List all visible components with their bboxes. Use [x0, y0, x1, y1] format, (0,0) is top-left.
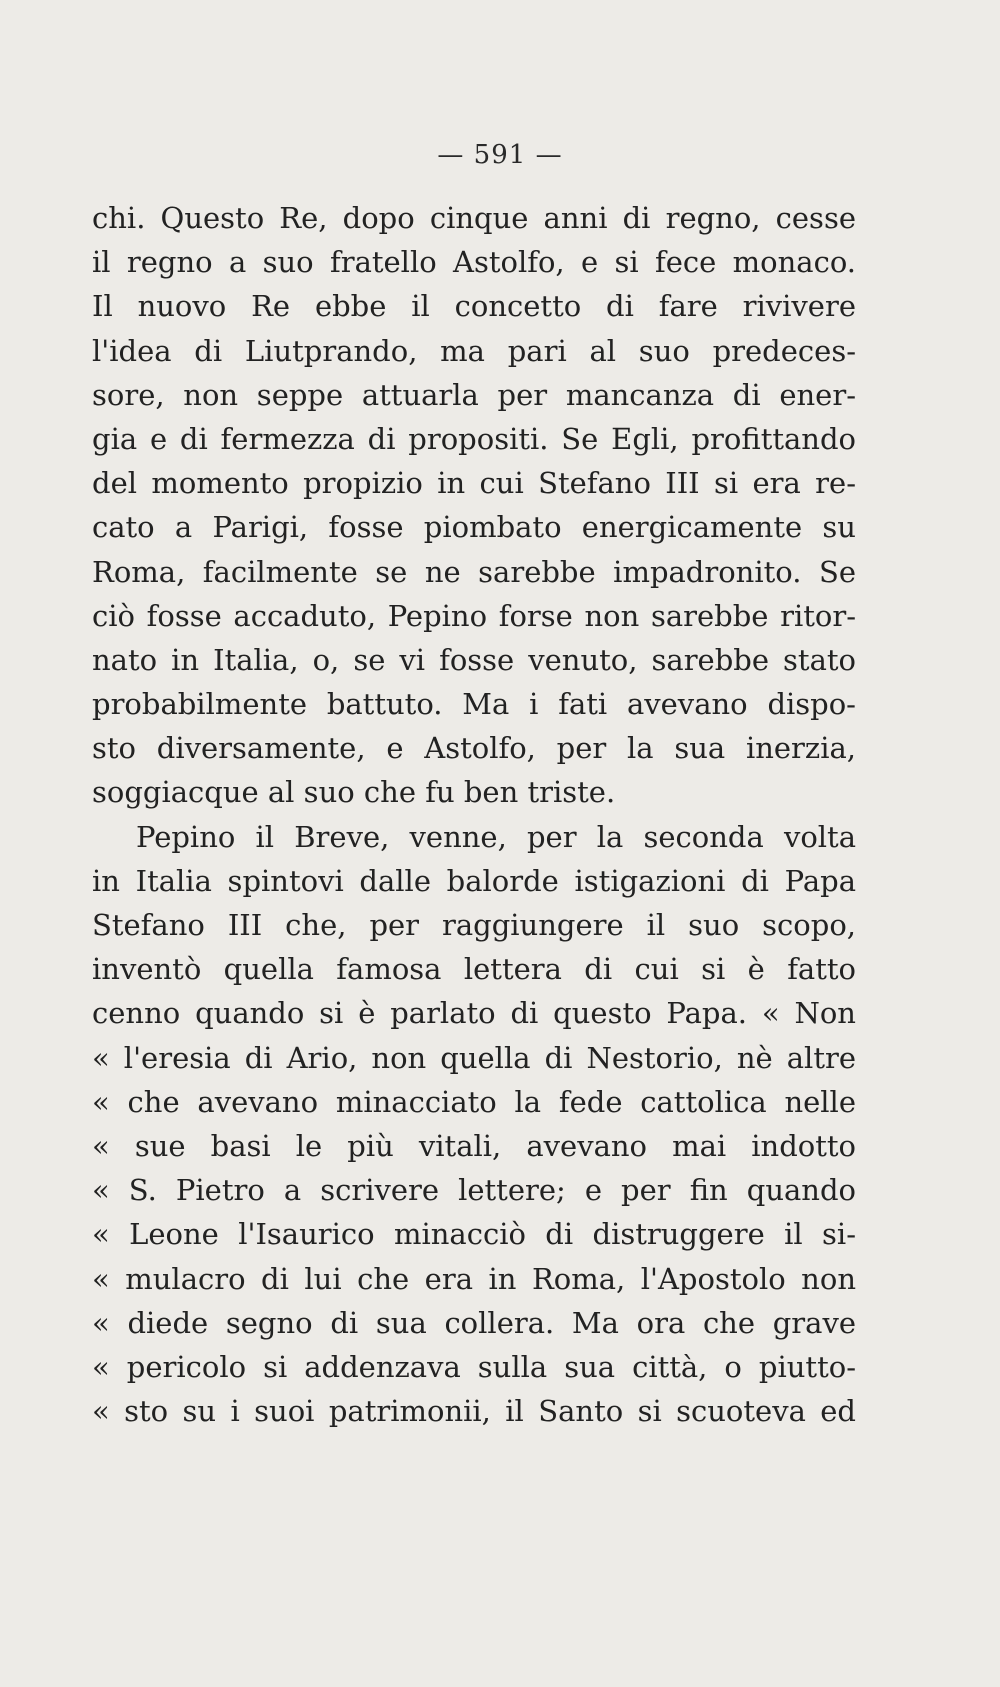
text-line: gia e di fermezza di propositi. Se Egli, profittando	[92, 421, 856, 456]
text-line: sore, non seppe attuarla per mancanza di ener-	[92, 377, 856, 412]
text-line: « mulacro di lui che era in Roma, l'Apostolo non	[92, 1261, 856, 1296]
text-line: probabilmente battuto. Ma i fati avevano dispo-	[92, 687, 856, 722]
text-line: « S. Pietro a scrivere lettere; e per fin quando	[92, 1173, 856, 1208]
text-line: il regno a suo fratello Astolfo, e si fece monaco.	[92, 245, 856, 280]
text-line: inventò quella famosa lettera di cui si è fatto	[92, 952, 856, 987]
text-line: Stefano III che, per raggiungere il suo scopo,	[92, 908, 856, 942]
text-line: sto diversamente, e Astolfo, per la sua inerzia,	[92, 731, 856, 766]
body-text	[92, 196, 856, 1433]
text-line: « che avevano minacciato la fede cattolica nelle	[92, 1084, 856, 1119]
text-line: ciò fosse accaduto, Pepino forse non sarebbe ritor-	[92, 598, 856, 633]
text-line: « sto su i suoi patrimonii, il Santo si scuoteva ed	[92, 1394, 856, 1429]
text-line: « sue basi le più vitali, avevano mai indotto	[92, 1128, 856, 1163]
text-line: Il nuovo Re ebbe il concetto di fare rivivere	[92, 289, 856, 324]
text-line: cenno quando si è parlato di questo Papa. « Non	[92, 996, 856, 1031]
text-line: « l'eresia di Ario, non quella di Nestorio, nè altre	[92, 1040, 856, 1075]
text-line: Roma, facilmente se ne sarebbe impadronito. Se	[92, 554, 856, 589]
text-line: soggiacque al suo che fu ben triste.	[92, 775, 616, 810]
text-line: chi. Questo Re, dopo cinque anni di regno, cesse	[92, 201, 856, 235]
text-line: « Leone l'Isaurico minacciò di distruggere il si-	[92, 1217, 856, 1252]
page-number: — 591 —	[437, 140, 563, 170]
text-line: nato in Italia, o, se vi fosse venuto, sarebbe stato	[92, 642, 856, 677]
text-line: « diede segno di sua collera. Ma ora che grave	[92, 1305, 856, 1340]
text-line: cato a Parigi, fosse piombato energicamente su	[92, 510, 856, 545]
text-line: Pepino il Breve, venne, per la seconda volta	[136, 819, 856, 854]
text-line: l'idea di Liutprando, ma pari al suo predeces-	[92, 333, 856, 368]
text-line: del momento propizio in cui Stefano III si era re-	[92, 466, 856, 501]
text-line: « pericolo si addenzava sulla sua città, o piutto-	[92, 1349, 856, 1384]
text-line: in Italia spintovi dalle balorde istigazioni di Papa	[92, 863, 856, 898]
